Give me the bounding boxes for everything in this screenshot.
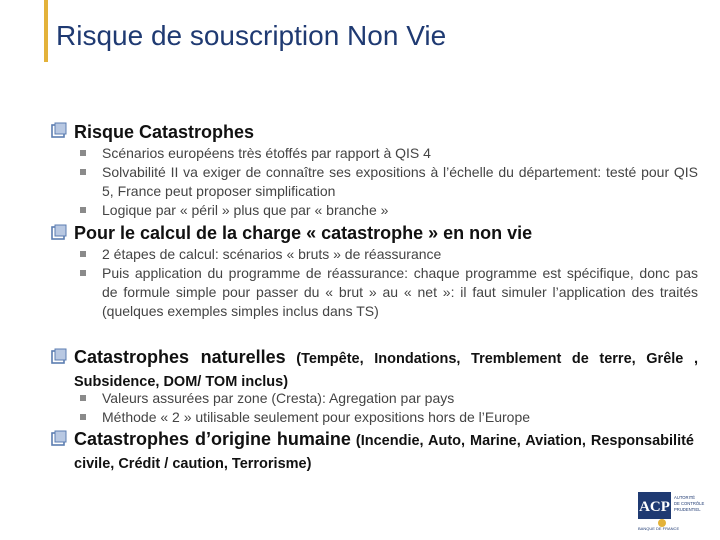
square-bullet-icon (80, 207, 86, 213)
section-heading: Catastrophes d’origine humaine (Incendie, Auto, Marine, Aviation, Responsabilité civile, Crédit / caution, Terrorisme) (74, 429, 694, 472)
square-bullet-icon (80, 270, 86, 276)
square-bullet-icon (80, 414, 86, 420)
svg-text:BANQUE DE FRANCE: BANQUE DE FRANCE (638, 526, 680, 531)
slide-content: Risque Catastrophes Scénarios européens très étoffés par rapport à QIS 4 Solvabilité II va exiger de connaître ses expositions à l’échelle du département: testé pour QIS 5, France peut proposer simplification Logique par « péril » plus que par « branche » Pour le calcul de la charge « catastrophe » en non vie 2 étapes de calcul: scénarios « bruts » de réassurance Puis application du programme de réassurance: chaque programme est spécifique, donc pas de formule simple pour passer du « brut » au « net »: il faut simuler l’application des traités (quelques exemples simples inclus dans TS) Catastrophes naturelles (Tempête, Inondations, Tremblement de terre, Grêle , Subsidence, DOM/ TOM inclus) Valeurs assurées par zone (Cresta): Agregation par pays Méthode « 2 » utilisable seulement pour expositions hors de l’Europe Catastrophes d’origine humaine (Incendie, Auto, Marine, Aviation, Responsabilité civile, Crédit / caution, Terrorisme) (0, 0, 720, 540)
section-heading: Catastrophes naturelles (Tempête, Inondations, Tremblement de terre, Grêle , Subsidence, DOM/ TOM inclus) (74, 347, 698, 390)
slide-title: Risque de souscription Non Vie (56, 20, 447, 51)
svg-text:PRUDENTIEL: PRUDENTIEL (674, 507, 701, 512)
square-bullet-icon (80, 150, 86, 156)
svg-text:AUTORITÉ: AUTORITÉ (674, 495, 696, 500)
section-heading: Pour le calcul de la charge « catastrophe » en non vie (74, 223, 533, 243)
svg-text:DE CONTRÔLE: DE CONTRÔLE (674, 501, 705, 506)
square-bullet-icon (80, 251, 86, 257)
square-bullet-icon (80, 395, 86, 401)
checkbox-bullet-icon (50, 122, 68, 140)
acp-logo (636, 490, 708, 532)
svg-text:ACP: ACP (639, 499, 670, 515)
square-bullet-icon (80, 169, 86, 175)
checkbox-bullet-icon (50, 430, 68, 448)
checkbox-bullet-icon (50, 224, 68, 242)
section-heading: Risque Catastrophes (74, 122, 255, 142)
checkbox-bullet-icon (50, 348, 68, 366)
